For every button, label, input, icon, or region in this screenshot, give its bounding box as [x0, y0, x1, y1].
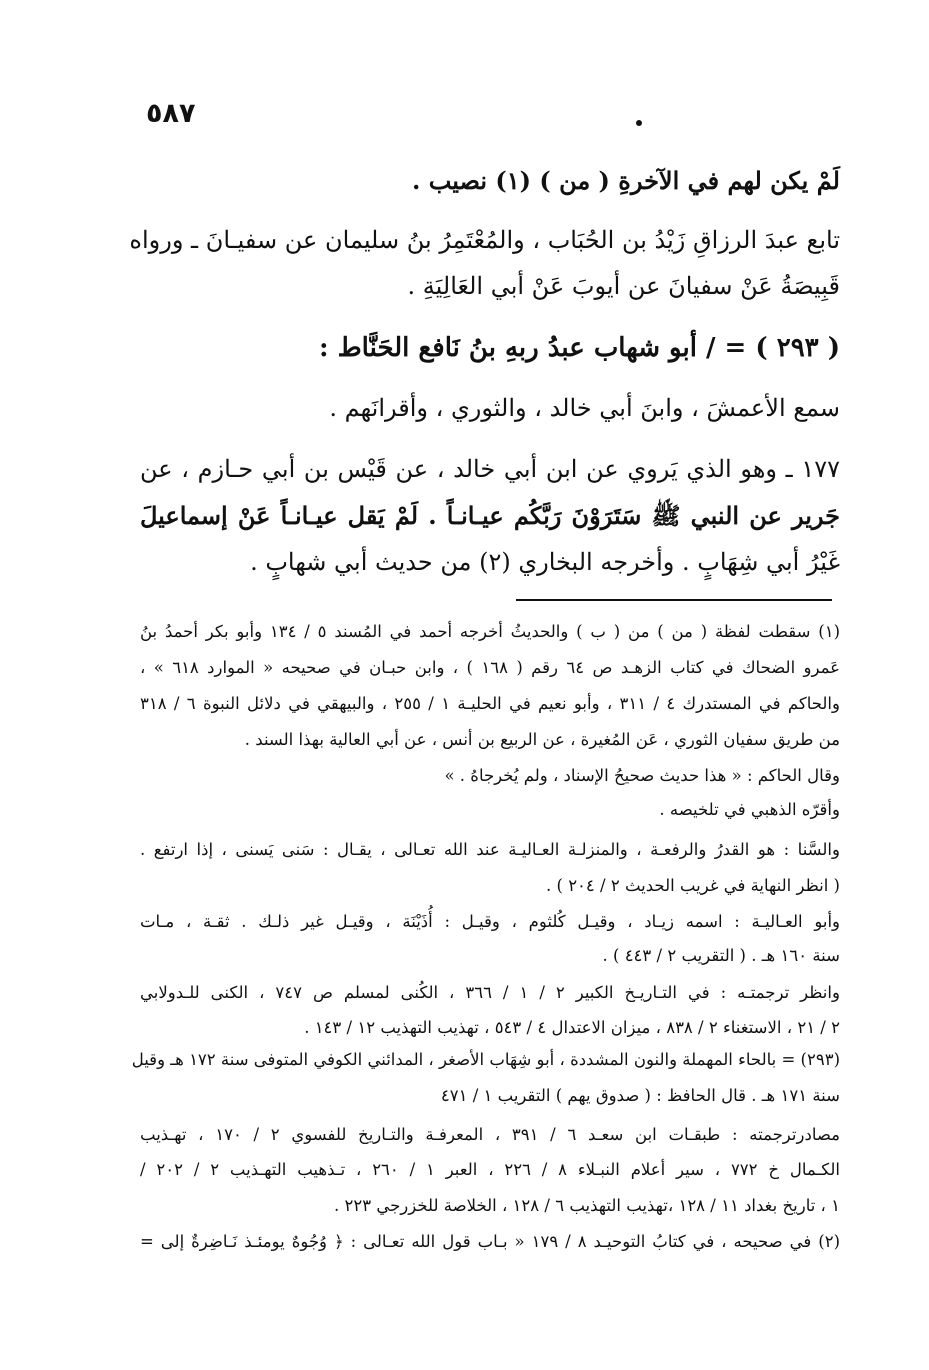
main-line-5: سمع الأعمشَ ، وابنَ أبي خالد ، والثوري ، وأقرانَهم .: [329, 394, 840, 422]
footnote-line-7: والسَّنا : هو القدرُ والرفعـة ، والمنزلـة العـاليـة عند الله تعـالى ، يقـال : سَنى يَسنى ، إذا ارتفع .: [140, 840, 840, 859]
footnote-line-3: والحاكم في المستدرك ٤ / ٣١١ ، وأبو نعيم في الحليـة ١ / ٢٥٥ ، والبيهقي في دلائل النبوة ٦ / ٣١٨: [140, 694, 840, 713]
footnote-separator: [516, 599, 832, 601]
footnote-line-4: من طريق سفيان الثوري ، عَن المُغيرة ، عن الربيع بن أنس ، عن أبي العالية بهذا السند .: [244, 730, 840, 749]
main-line-7: جَرير عن النبي ﷺ سَتَرَوْنَ رَبَّكُم عيـانـاً . لَمْ يَقل عيـانـاً عَنْ إسماعيلَ: [140, 501, 840, 530]
footnote-line-11: وانظر ترجمتـه : في التـاريـخ الكبير ٢ / ١ / ٣٦٦ ، الكُنى لمسلم ص ٧٤٧ ، الكنى للـدولابي: [140, 983, 840, 1002]
footnote-line-10: سنة ١٦٠ هـ . ( التقريب ٢ / ٤٤٣ ) .: [602, 946, 840, 965]
main-line-2: تابع عبدَ الرزاقِ زَيْدُ بن الحُبَاب ، والمُعْتَمِرُ بنُ سليمان عن سفيـانَ ـ ورواه: [129, 226, 840, 254]
footnote-line-18: (٢) في صحيحه ، في كتابُ التوحيـد ٨ / ١٧٩ « بـاب قول الله تعـالى : ﴿ وُجُوهٌ يومئـذ نَـاضِرةٌ إلى =: [140, 1232, 840, 1251]
main-line-8: غَيْرُ أبي شِهَابٍ . وأخرجه البخاري (٢) من حديث أبي شهابٍ .: [250, 548, 840, 576]
main-line-6: ١٧٧ ـ وهو الذي يَروي عن ابن أبي خالد ، عن قَيْس بن أبي حـازم ، عن: [140, 455, 840, 483]
page-number: ٥٨٧: [146, 98, 196, 129]
main-line-1: لَمْ يكن لهم في الآخرةِ ( من ) (١) نصيب .: [412, 166, 840, 195]
footnote-line-14: سنة ١٧١ هـ . قال الحافظ : ( صدوق يهم ) التقريب ١ / ٤٧١: [440, 1086, 840, 1105]
footnote-line-15: مصادرترجمته : طبقـات ابن سعـد ٦ / ٣٩١ ، المعرفـة والتـاريخ للفسوي ٢ / ١٧٠ ، تهـذيب: [140, 1125, 840, 1144]
ink-dot: [636, 120, 642, 126]
main-heading-293: ( ٢٩٣ ) = / أبو شهاب عبدُ ربهِ بنُ نَافع الحَنَّاط :: [318, 333, 840, 363]
footnote-line-2: عَمرو الضحاك في كتاب الزهـد ص ٦٤ رقم ( ١٦٨ ) ، وابن حبـان في صحيحه « الموارد ٦١٨ » ،: [140, 658, 840, 677]
footnote-line-6: وأقرّه الذهبي في تلخيصه .: [659, 800, 840, 819]
footnote-line-16: الكـمال خ ٧٧٢ ، سير أعلام النبـلاء ٨ / ٢٢٦ ، العبر ١ / ٢٦٠ ، تـذهيب التهـذيب ٢ / ٢٠٢ /: [140, 1160, 840, 1179]
footnote-line-12: ٢ / ٢١ ، الاستغناء ٢ / ٨٣٨ ، ميزان الاعتدال ٤ / ٥٤٣ ، تهذيب التهذيب ١٢ / ١٤٣ .: [304, 1018, 840, 1037]
footnote-line-5: وقال الحاكم : « هذا حديث صحيحُ الإسناد ، ولم يُخرجاهُ . »: [444, 766, 840, 785]
footnote-line-13: (٢٩٣) = بالحاء المهملة والنون المشددة ، أبو شِهَاب الأصغر ، المدائني الكوفي المتوفى سنة ١٧٢ هـ وقيل: [131, 1050, 840, 1069]
footnote-line-17: ١ ، تاريخ بغداد ١١ / ١٢٨ ،تهذيب التهذيب ٦ / ١٢٨ ، الخلاصة للخزرجي ٢٢٣ .: [334, 1196, 840, 1215]
footnote-line-9: وأبو العـاليـة : اسمه زيـاد ، وقيـل كُلثوم ، وقيـل : أُذَيْنَة ، وقيـل غير ذلـك . ثقـة ، مـات: [140, 912, 840, 931]
main-line-3: قَبِيصَةُ عَنْ سفيانَ عن أيوبَ عَنْ أبي العَالِيَةِ .: [407, 272, 840, 300]
footnote-line-8: ( انظر النهاية في غريب الحديث ٢ / ٢٠٤ ) .: [546, 876, 840, 895]
footnote-line-1: (١) سقطت لفظة ( من ) من ( ب ) والحديثُ أخرجه أحمد في المُسند ٥ / ١٣٤ وأبو بكر أحمدُ بنُ: [140, 622, 840, 641]
